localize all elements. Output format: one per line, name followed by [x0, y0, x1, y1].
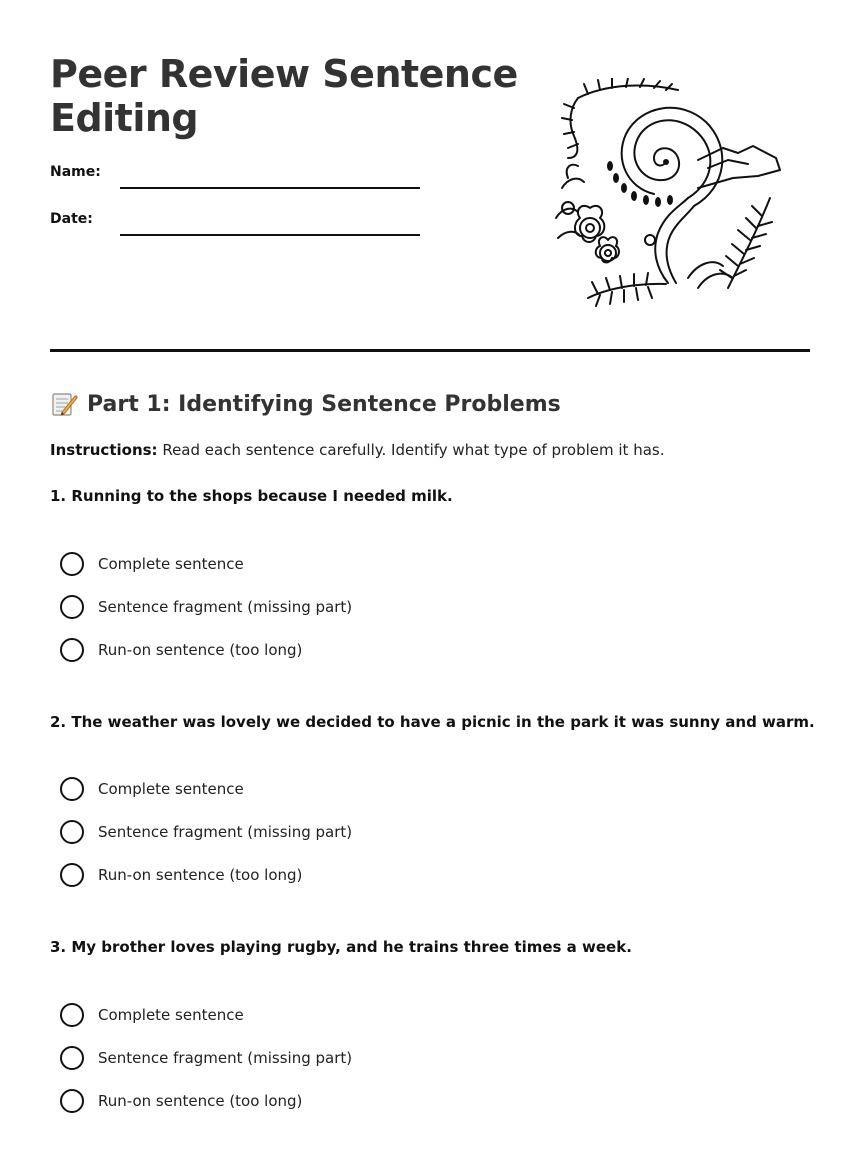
q1-option-complete[interactable] — [60, 551, 244, 577]
radio-button[interactable] — [60, 1089, 84, 1113]
date-write-line[interactable] — [120, 234, 420, 236]
question-1 — [50, 486, 810, 659]
radio-button[interactable] — [60, 777, 84, 801]
option-label: Run-on sentence (too long) — [98, 1092, 303, 1110]
part1-heading — [50, 388, 561, 420]
fern-koru-illustration — [548, 78, 788, 313]
title-line-1: Peer Review Sentence — [50, 52, 518, 96]
option-label: Sentence fragment (missing part) — [98, 823, 353, 841]
q2-option-complete[interactable] — [60, 776, 244, 802]
q3-option-fragment[interactable] — [60, 1045, 352, 1071]
part1-instructions — [50, 441, 665, 459]
name-field[interactable] — [50, 164, 420, 188]
q3-option-complete[interactable] — [60, 1002, 244, 1028]
option-label: Run-on sentence (too long) — [98, 866, 303, 884]
question-3 — [50, 937, 810, 1110]
radio-button[interactable] — [60, 1046, 84, 1070]
radio-button[interactable] — [60, 595, 84, 619]
radio-button[interactable] — [60, 820, 84, 844]
radio-button[interactable] — [60, 552, 84, 576]
header-divider — [50, 349, 810, 352]
radio-button[interactable] — [60, 1003, 84, 1027]
title-line-2: Editing — [50, 96, 199, 140]
worksheet-header — [50, 0, 810, 352]
option-label: Sentence fragment (missing part) — [98, 1049, 353, 1067]
option-label: Complete sentence — [98, 555, 244, 573]
option-label: Run-on sentence (too long) — [98, 641, 303, 659]
name-write-line[interactable] — [120, 187, 420, 189]
radio-button[interactable] — [60, 638, 84, 662]
q2-option-fragment[interactable] — [60, 819, 352, 845]
date-label: Date: — [50, 211, 93, 227]
worksheet-page — [50, 0, 815, 1161]
q1-option-run-on[interactable] — [60, 637, 302, 663]
instructions-label: Instructions: — [50, 441, 158, 459]
q2-option-run-on[interactable] — [60, 862, 302, 888]
radio-button[interactable] — [60, 863, 84, 887]
option-label: Sentence fragment (missing part) — [98, 598, 353, 616]
q1-option-fragment[interactable] — [60, 594, 352, 620]
question-2-text: 2. The weather was lovely we decided to have a picnic in the park it was sunny and warm. — [50, 713, 815, 731]
question-2 — [50, 712, 815, 884]
date-field[interactable] — [50, 211, 420, 235]
option-label: Complete sentence — [98, 1006, 244, 1024]
name-label: Name: — [50, 164, 101, 180]
page-title — [50, 52, 520, 140]
memo-icon — [50, 390, 78, 418]
question-1-text: 1. Running to the shops because I needed milk. — [50, 487, 453, 505]
instructions-text: Read each sentence carefully. Identify what type of problem it has. — [157, 441, 665, 459]
part1-title: Part 1: Identifying Sentence Problems — [87, 391, 561, 417]
question-3-text: 3. My brother loves playing rugby, and he trains three times a week. — [50, 938, 632, 956]
option-label: Complete sentence — [98, 780, 244, 798]
q3-option-run-on[interactable] — [60, 1088, 302, 1114]
